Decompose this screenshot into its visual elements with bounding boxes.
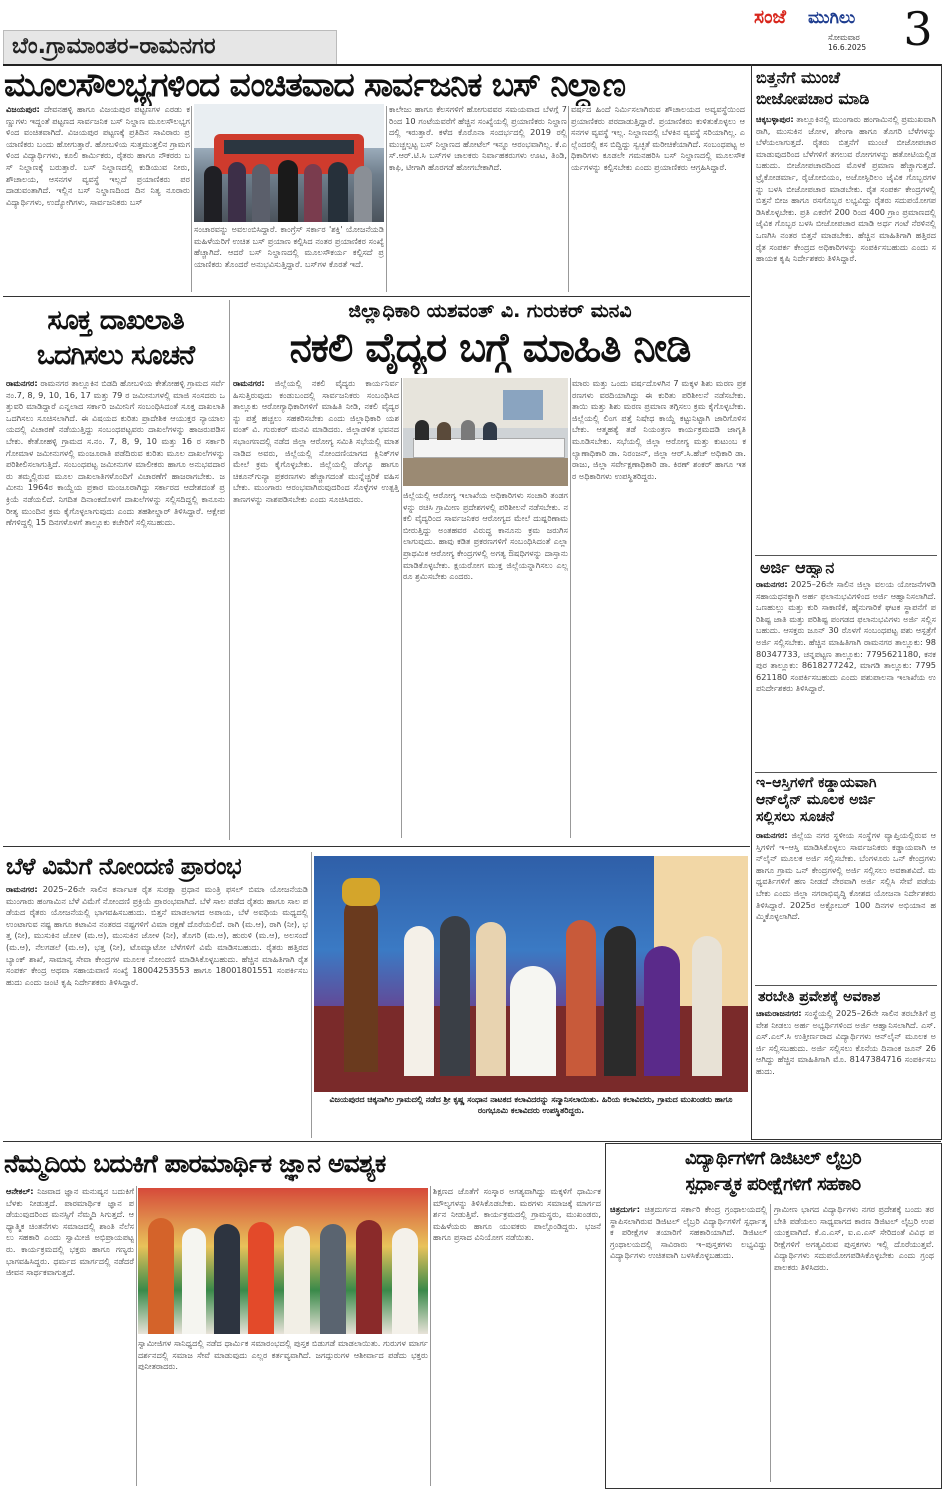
meeting-photo	[403, 378, 568, 486]
bus-stand-col-2	[194, 224, 384, 294]
body-text: 2025–26ನೇ ಸಾಲಿನ ಜಿಲ್ಲಾ ವಲಯ ಯೋಜನೆಗಳಡಿ ಸಹಾಯಧನಕ್ಕಾಗಿ ಅರ್ಹ ಫಲಾನುಭವಿಗಳಿಂದ ಅರ್ಜಿ ಆಹ್ವಾನಿಸಲಾಗಿದೆ. ಒಣಹುಲ್ಲು ಮತ್ತು ಕುರಿ ಸಾಕಾಣಿಕೆ, ಹೈನುಗಾರಿಕೆ ಘಟಕ ಸ್ಥಾಪನೆಗೆ ಪರಿಶಿಷ್ಟ ಜಾತಿ ಮತ್ತು ಪರಿಶಿಷ್ಟ ಪಂಗಡದ ಫಲಾನುಭವಿಗಳು ಅರ್ಜಿ ಸಲ್ಲಿಸಬಹುದು. ಆಸಕ್ತರು ಜೂನ್ 30 ರೊಳಗೆ ಸಂಬಂಧಪಟ್ಟ ಪಶು ಆಸ್ಪತ್ರೆಗೆ ಅರ್ಜಿ ಸಲ್ಲಿಸಬೇಕು. ಹೆಚ್ಚಿನ ಮಾಹಿತಿಗಾಗಿ ರಾಮನಗರ ತಾಲ್ಲೂಕು: 9880347733, ಚನ್ನಪಟ್ಟಣ ತಾಲ್ಲೂಕು: 7795621180, ಕನಕಪುರ ತಾಲ್ಲೂಕು: 8618277242, ಮಾಗಡಿ ತಾಲ್ಲೂಕು: 7795621180 ಸಂಪರ್ಕಿಸಬಹುದು ಎಂದು ಪಶುಪಾಲನಾ ಇಲಾಖೆಯ ಉಪನಿರ್ದೇಶಕರು ತಿಳಿಸಿದ್ದಾರೆ.	[756, 579, 936, 694]
body-text: ಜಿಲ್ಲೆಯಲ್ಲಿ ನಕಲಿ ವೈದ್ಯರು ಕಾರ್ಯನಿರ್ವಹಿಸುತ್ತಿರುವುದು ಕಂಡುಬಂದಲ್ಲಿ ಸಾರ್ವಜನಿಕರು ಸಂಬಂಧಿಸಿದ ತಾಲ್ಲೂಕು ಆರೋಗ್ಯಾಧಿಕಾರಿಗಳಿಗೆ ಮಾಹಿತಿ ನೀಡಿ, ನಕಲಿ ವೈದ್ಯರನ್ನು ಪತ್ತೆ ಹಚ್ಚಲು ಸಹಕರಿಸಬೇಕು ಎಂದು ಜಿಲ್ಲಾಧಿಕಾರಿ ಯಶವಂತ್ ವಿ. ಗುರುಕರ್ ಮನವಿ ಮಾಡಿದರು. ಜಿಲ್ಲಾಡಳಿತ ಭವನದ ಸಭಾಂಗಣದಲ್ಲಿ ನಡೆದ ಜಿಲ್ಲಾ ಆರೋಗ್ಯ ಸಮಿತಿ ಸಭೆಯಲ್ಲಿ ಮಾತನಾಡಿದ ಅವರು, ಜಿಲ್ಲೆಯಲ್ಲಿ ನೋಂದಣಿಯಾಗದ ಕ್ಲಿನಿಕ್‌ಗಳ ಮೇಲೆ ಕ್ರಮ ಕೈಗೊಳ್ಳಬೇಕು. ಜಿಲ್ಲೆಯಲ್ಲಿ ಡೆಂಗ್ಯೂ ಹಾಗೂ ಚಿಕೂನ್‌ಗುನ್ಯಾ ಪ್ರಕರಣಗಳು ಹೆಚ್ಚಾಗದಂತೆ ಮುನ್ನೆಚ್ಚರಿಕೆ ವಹಿಸಬೇಕು. ಮುಂಗಾರು ಆರಂಭವಾಗಿರುವುದರಿಂದ ಸೊಳ್ಳೆಗಳ ಉತ್ಪತ್ತಿ ತಾಣಗಳನ್ನು ನಾಶಪಡಿಸಬೇಕು ಎಂದು ಸೂಚಿಸಿದರು.	[233, 378, 399, 504]
body-text: ಶಿಕ್ಷಣದ ಜೊತೆಗೆ ಸಂಸ್ಕಾರ ಅಗತ್ಯವಾಗಿದ್ದು ಮಕ್ಕಳಿಗೆ ಧಾರ್ಮಿಕ ಮೌಲ್ಯಗಳನ್ನು ತಿಳಿಸಿಕೊಡಬೇಕು. ಮಠಗಳು ಸಮಾಜಕ್ಕೆ ಮಾರ್ಗದರ್ಶನ ನೀಡುತ್ತಿವೆ. ಕಾರ್ಯಕ್ರಮದಲ್ಲಿ ಗ್ರಾಮಸ್ಥರು, ಮುಖಂಡರು, ಮಹಿಳೆಯರು ಹಾಗೂ ಯುವಕರು ಪಾಲ್ಗೊಂಡಿದ್ದರು. ಭಜನೆ ಹಾಗೂ ಪ್ರಸಾದ ವಿನಿಯೋಗ ನಡೆಯಿತು.	[433, 1186, 601, 1243]
e-property-headline-3: ಸಲ್ಲಿಸಲು ಸೂಚನೆ	[756, 809, 835, 825]
body-text: ತಾಲ್ಲೂಕಿನಲ್ಲಿ ಮುಂಗಾರು ಹಂಗಾಮಿನಲ್ಲಿ ಪ್ರಮುಖವಾಗಿ ರಾಗಿ, ಮುಸುಕಿನ ಜೋಳ, ಶೇಂಗಾ ಹಾಗೂ ತೊಗರಿ ಬೆಳೆಗಳನ್ನು ಬೆಳೆಯಲಾಗುತ್ತದೆ. ರೈತರು ಬಿತ್ತನೆಗೆ ಮುಂಚೆ ಬೀಜೋಪಚಾರ ಮಾಡುವುದರಿಂದ ಬೆಳೆಗಳಿಗೆ ತಗಲುವ ರೋಗಗಳನ್ನು ಹತೋಟಿಯಲ್ಲಿಡಬಹುದು. ಬೀಜೋಪಚಾರದಿಂದ ಮೊಳಕೆ ಪ್ರಮಾಣ ಹೆಚ್ಚಾಗುತ್ತದೆ. ಟ್ರೈಕೋಡರ್ಮಾ, ರೈಜೋಬಿಯಂ, ಅಜೋಸ್ಪಿರಿಲಂ ಜೈವಿಕ ಗೊಬ್ಬರಗಳನ್ನು ಬಳಸಿ ಬೀಜೋಪಚಾರ ಮಾಡಬೇಕು. ರೈತ ಸಂಪರ್ಕ ಕೇಂದ್ರಗಳಲ್ಲಿ ಬಿತ್ತನೆ ಬೀಜ ಹಾಗೂ ರಸಗೊಬ್ಬರ ಲಭ್ಯವಿದ್ದು ರೈತರು ಸದುಪಯೋಗಪಡಿಸಿಕೊಳ್ಳಬೇಕು. ಪ್ರತಿ ಎಕರೆಗೆ 200 ರಿಂದ 400 ಗ್ರಾಂ ಪ್ರಮಾಣದಲ್ಲಿ ಜೈವಿಕ ಗೊಬ್ಬರ ಬಳಸಿ ಬೀಜೋಪಚಾರ ಮಾಡಿ ಅರ್ಧ ಗಂಟೆ ನೆರಳಿನಲ್ಲಿ ಒಣಗಿಸಿ ನಂತರ ಬಿತ್ತನೆ ಮಾಡಬೇಕು. ಹೆಚ್ಚಿನ ಮಾಹಿತಿಗಾಗಿ ಹತ್ತಿರದ ರೈತ ಸಂಪರ್ಕ ಕೇಂದ್ರದ ಅಧಿಕಾರಿಗಳನ್ನು ಸಂಪರ್ಕಿಸಬಹುದು ಎಂದು ಸಹಾಯಕ ಕೃಷಿ ನಿರ್ದೇಶಕರು ತಿಳಿಸಿದ್ದಾರೆ.	[756, 114, 936, 264]
body-text: ವರ್ಷದ ಹಿಂದೆ ನಿರ್ಮಿಸಲಾಗಿರುವ ಶೌಚಾಲಯದ ಅವ್ಯವಸ್ಥೆಯಿಂದ ಪ್ರಯಾಣಿಕರು ಪರದಾಡುತ್ತಿದ್ದಾರೆ. ಪ್ರಯಾಣಿಕರು ಕುಳಿತುಕೊಳ್ಳಲು ಆಸನಗಳ ವ್ಯವಸ್ಥೆ ಇಲ್ಲ. ನಿಲ್ದಾಣದಲ್ಲಿ ಬೆಳಕಿನ ವ್ಯವಸ್ಥೆ ಸರಿಯಾಗಿಲ್ಲ. ಎಲ್ಲೆಂದರಲ್ಲಿ ಕಸ ಬಿದ್ದಿದ್ದು ಸ್ವಚ್ಛತೆ ಮರೀಚಿಕೆಯಾಗಿದೆ. ಸಂಬಂಧಪಟ್ಟ ಅಧಿಕಾರಿಗಳು ಕೂಡಲೇ ಗಮನಹರಿಸಿ ಬಸ್ ನಿಲ್ದಾಣದಲ್ಲಿ ಮೂಲಸೌಕರ್ಯಗಳನ್ನು ಕಲ್ಪಿಸಬೇಕು ಎಂದು ಪ್ರಯಾಣಿಕರು ಆಗ್ರಹಿಸಿದ್ದಾರೆ.	[571, 104, 745, 172]
body-text: ಮಾರು ಮತ್ತು ಒಂದು ವರ್ಷದೊಳಗಿನ 7 ಮಕ್ಕಳ ಶಿಶು ಮರಣ ಪ್ರಕರಣಗಳು ವರದಿಯಾಗಿದ್ದು ಈ ಕುರಿತು ಪರಿಶೀಲನೆ ನಡೆಸಬೇಕು. ತಾಯಿ ಮತ್ತು ಶಿಶು ಮರಣ ಪ್ರಮಾಣ ತಗ್ಗಿಸಲು ಕ್ರಮ ಕೈಗೊಳ್ಳಬೇಕು. ಜಿಲ್ಲೆಯಲ್ಲಿ ಲಿಂಗ ಪತ್ತೆ ನಿಷೇಧ ಕಾಯ್ದೆ ಕಟ್ಟುನಿಟ್ಟಾಗಿ ಜಾರಿಗೊಳಿಸಬೇಕು. ಆತ್ಮಹತ್ಯೆ ತಡೆ ನಿಯಂತ್ರಣ ಕಾರ್ಯಕ್ರಮದಡಿ ಜಾಗೃತಿ ಮೂಡಿಸಬೇಕು. ಸಭೆಯಲ್ಲಿ ಜಿಲ್ಲಾ ಆರೋಗ್ಯ ಮತ್ತು ಕುಟುಂಬ ಕಲ್ಯಾಣಾಧಿಕಾರಿ ಡಾ. ನಿರಂಜನ್, ಜಿಲ್ಲಾ ಆರ್.ಸಿ.ಹೆಚ್ ಅಧಿಕಾರಿ ಡಾ. ರಾಜು, ಜಿಲ್ಲಾ ಸರ್ವೇಕ್ಷಣಾಧಿಕಾರಿ ಡಾ. ಕಿರಣ್ ಶಂಕರ್ ಹಾಗೂ ಇತರ ಅಧಿಕಾರಿಗಳು ಉಪಸ್ಥಿತರಿದ್ದರು.	[572, 378, 746, 481]
dateline: ಚಾಮರಾಜನಗರ:	[756, 1008, 802, 1018]
dateline: ರಾಮನಗರ:	[756, 579, 788, 589]
doctors-col-3	[572, 378, 746, 838]
body-text: ಸ್ವಾಮೀಜಿಗಳ ಸಾನಿಧ್ಯದಲ್ಲಿ ನಡೆದ ಧಾರ್ಮಿಕ ಸಮಾರಂಭದಲ್ಲಿ ಪುಸ್ತಕ ಬಿಡುಗಡೆ ಮಾಡಲಾಯಿತು. ಗುರುಗಳ ಮಾರ್ಗದರ್ಶನದಲ್ಲಿ ಸಮಾಜ ಸೇವೆ ಮಾಡುವುದು ಎಲ್ಲರ ಕರ್ತವ್ಯವಾಗಿದೆ. ಜಗದ್ಗುರುಗಳ ಆಶೀರ್ವಾದ ಪಡೆದು ಭಕ್ತರು ಪುನೀತರಾದರು.	[138, 1338, 428, 1372]
body-text: ರಾಮನಗರ ತಾಲ್ಲೂಕಿನ ಬಿಡದಿ ಹೋಬಳಿಯ ಕೇತೋಹಳ್ಳಿ ಗ್ರಾಮದ ಸರ್ವೆ ನಂ.7, 8, 9, 10, 16, 17 ಮತ್ತು 79 ರ ಜಮೀನುಗಳಲ್ಲಿ ಮಾಜಿ ಸಂಸದರು ಒತ್ತುವರಿ ಮಾಡಿದ್ದಾರೆ ಎನ್ನಲಾದ ಸರ್ಕಾರಿ ಜಮೀನಿಗೆ ಸಂಬಂಧಿಸಿದಂತೆ ಸೂಕ್ತ ದಾಖಲಾತಿ ಒದಗಿಸಲು ಸೂಚಿಸಲಾಗಿದೆ. ಈ ವಿಷಯದ ಕುರಿತು ಪ್ರಾದೇಶಿಕ ಆಯುಕ್ತರ ನ್ಯಾಯಾಲಯದಲ್ಲಿ ವಿಚಾರಣೆ ನಡೆಯುತ್ತಿದ್ದು ಸಂಬಂಧಪಟ್ಟವರು ದಾಖಲೆಗಳನ್ನು ಹಾಜರುಪಡಿಸಬೇಕು. ಕೇತೋಹಳ್ಳಿ ಗ್ರಾಮದ ಸ.ನಂ. 7, 8, 9, 10 ಮತ್ತು 16 ರ ಸರ್ಕಾರಿ ಗೋಮಾಳ ಜಮೀನುಗಳಲ್ಲಿ ಮಂಜೂರಾತಿ ಪಡೆದಿರುವ ಕುರಿತು ಮೂಲ ದಾಖಲೆಗಳನ್ನು ಪರಿಶೀಲಿಸಲಾಗುತ್ತಿದೆ. ಸಂಬಂಧಪಟ್ಟ ಜಮೀನುಗಳ ಮಾಲೀಕರು ಹಾಗೂ ಅನುಭವದಾರರು ತಮ್ಮಲ್ಲಿರುವ ಮೂಲ ದಾಖಲಾತಿಗಳೊಂದಿಗೆ ವಿಚಾರಣೆಗೆ ಹಾಜರಾಗಬೇಕು. ಜಮೀನು 1964ರ ಕಾಯ್ದೆಯ ಪ್ರಕಾರ ಮಂಜೂರಾಗಿದ್ದು ಸರ್ಕಾರದ ಆದೇಶದಂತೆ ಪ್ರಕ್ರಿಯೆ ನಡೆಯಲಿದೆ. ನಿಗದಿತ ದಿನಾಂಕದೊಳಗೆ ದಾಖಲೆಗಳನ್ನು ಸಲ್ಲಿಸದಿದ್ದಲ್ಲಿ ಕಾನೂನು ರೀತ್ಯ ಮುಂದಿನ ಕ್ರಮ ಕೈಗೊಳ್ಳಲಾಗುವುದು ಎಂದು ತಹಶೀಲ್ದಾರ್ ತಿಳಿಸಿದ್ದಾರೆ. ಆಕ್ಷೇಪಣೆಗಳಿದ್ದಲ್ಲಿ 15 ದಿನಗಳೊಳಗೆ ತಾಲ್ಲೂಕು ಕಚೇರಿಗೆ ಸಲ್ಲಿಸಬಹುದು.	[6, 378, 225, 528]
bus-stand-col-1	[6, 104, 190, 290]
seed-treatment-headline-1: ಬಿತ್ತನೆಗೆ ಮುಂಚೆ	[756, 68, 840, 87]
dateline: ವಿಜಯಪುರ:	[6, 104, 40, 114]
bus-stand-col-3	[389, 104, 567, 290]
doctors-kicker: ಜಿಲ್ಲಾಧಿಕಾರಿ ಯಶವಂತ್ ವಿ. ಗುರುಕರ್ ಮನವಿ	[348, 300, 632, 322]
drama-artists-felicitation-photo	[314, 856, 748, 1092]
book-release-photo	[138, 1188, 428, 1334]
doctors-col-1	[233, 378, 399, 838]
seed-treatment-body	[756, 114, 936, 550]
body-text: ಚಿತ್ರದುರ್ಗದ ಸರ್ಕಾರಿ ಕೇಂದ್ರ ಗ್ರಂಥಾಲಯದಲ್ಲಿ ಸ್ಥಾಪಿಸಲಾಗಿರುವ ಡಿಜಿಟಲ್ ಲೈಬ್ರರಿ ವಿದ್ಯಾರ್ಥಿಗಳಿಗೆ ಸ್ಪರ್ಧಾತ್ಮಕ ಪರೀಕ್ಷೆಗಳ ತಯಾರಿಗೆ ಸಹಕಾರಿಯಾಗಿದೆ. ಡಿಜಿಟಲ್ ಗ್ರಂಥಾಲಯದಲ್ಲಿ ಸಾವಿರಾರು ಇ–ಪುಸ್ತಕಗಳು ಲಭ್ಯವಿದ್ದು ವಿದ್ಯಾರ್ಥಿಗಳು ಉಚಿತವಾಗಿ ಬಳಸಿಕೊಳ್ಳಬಹುದು.	[610, 1204, 767, 1261]
weekday: ಸೋಮವಾರ	[828, 33, 860, 42]
dateline: ಚಿತ್ರದುರ್ಗ:	[610, 1204, 641, 1214]
body-text: ಸಂಸ್ಥೆಯಲ್ಲಿ 2025–26ನೇ ಸಾಲಿನ ತರಬೇತಿಗೆ ಪ್ರವೇಶ ನೀಡಲು ಅರ್ಹ ಅಭ್ಯರ್ಥಿಗಳಿಂದ ಅರ್ಜಿ ಆಹ್ವಾನಿಸಲಾಗಿದೆ. ಎಸ್.ಎಸ್.ಎಲ್.ಸಿ ಉತ್ತೀರ್ಣರಾದ ವಿದ್ಯಾರ್ಥಿಗಳು ಆನ್‌ಲೈನ್ ಮೂಲಕ ಅರ್ಜಿ ಸಲ್ಲಿಸಬಹುದು. ಅರ್ಜಿ ಸಲ್ಲಿಸಲು ಕೊನೆಯ ದಿನಾಂಕ ಜೂನ್ 26 ಆಗಿದ್ದು ಹೆಚ್ಚಿನ ಮಾಹಿತಿಗಾಗಿ ಮೊ. 8147384716 ಸಂಪರ್ಕಿಸಬಹುದು.	[756, 1008, 936, 1076]
spiritual-col-2	[138, 1338, 428, 1486]
dateline: ರಾಮನಗರ:	[6, 884, 38, 894]
training-headline: ತರಬೇತಿ ಪ್ರವೇಶಕ್ಕೆ ಅವಕಾಶ	[758, 989, 881, 1005]
doctors-headline: ನಕಲಿ ವೈದ್ಯರ ಬಗ್ಗೆ ಮಾಹಿತಿ ನೀಡಿ	[289, 325, 691, 371]
library-col-2	[774, 1204, 934, 1482]
documents-headline-2: ಒದಗಿಸಲು ಸೂಚನೆ	[36, 340, 195, 371]
section-tab	[3, 30, 337, 65]
body-text: ಕಾಲೇಜು ಹಾಗೂ ಕೆಲಸಗಳಿಗೆ ಹೋಗುವವರ ಸಮಯವಾದ ಬೆಳಗ್ಗೆ 7 ರಿಂದ 10 ಗಂಟೆಯವರೆಗೆ ಹೆಚ್ಚಿನ ಸಂಖ್ಯೆಯಲ್ಲಿ ಪ್ರಯಾಣಿಕರು ನಿಲ್ದಾಣದಲ್ಲಿ ಇರುತ್ತಾರೆ. ಕಳೆದ ಕೊರೊನಾ ಸಂದರ್ಭದಲ್ಲಿ 2019 ರಲ್ಲಿ ಮುಚ್ಚಲ್ಪಟ್ಟ ಬಸ್ ನಿಲ್ದಾಣದ ಹೋಟೆಲ್ ಇನ್ನೂ ಆರಂಭವಾಗಿಲ್ಲ. ಕೆ.ಎಸ್.ಆರ್.ಟಿ.ಸಿ ಬಸ್‌ಗಳ ಚಾಲಕರು ನಿರ್ವಾಹಕರುಗಳು ಊಟ, ತಿಂಡಿ, ಕಾಫಿ, ಟೀಗಾಗಿ ಹೊರಗಡೆ ಹೋಗಬೇಕಾಗಿದೆ.	[389, 104, 567, 172]
body-text: ನಿಜವಾದ ಜ್ಞಾನ ಮನುಷ್ಯನ ಬದುಕಿಗೆ ಬೆಳಕು ನೀಡುತ್ತದೆ. ಪಾರಮಾರ್ಥಿಕ ಜ್ಞಾನ ಪಡೆಯುವುದರಿಂದ ಮನಸ್ಸಿಗೆ ನೆಮ್ಮದಿ ಸಿಗುತ್ತದೆ. ಆಧ್ಯಾತ್ಮಿಕ ಚಿಂತನೆಗಳು ಸಮಾಜದಲ್ಲಿ ಶಾಂತಿ ನೆಲೆಸಲು ಸಹಕಾರಿ ಎಂದು ಸ್ವಾಮೀಜಿ ಅಭಿಪ್ರಾಯಪಟ್ಟರು. ಕಾರ್ಯಕ್ರಮದಲ್ಲಿ ಭಕ್ತರು ಹಾಗೂ ಗಣ್ಯರು ಭಾಗವಹಿಸಿದ್ದರು. ಧರ್ಮದ ಮಾರ್ಗದಲ್ಲಿ ನಡೆದರೆ ಜೀವನ ಸಾರ್ಥಕವಾಗುತ್ತದೆ.	[6, 1186, 134, 1278]
training-body	[756, 1008, 936, 1134]
spiritual-headline: ನೆಮ್ಮದಿಯ ಬದುಕಿಗೆ ಪಾರಮಾರ್ಥಿಕ ಜ್ಞಾನ ಅವಶ್ಯಕ	[4, 1149, 386, 1178]
doctors-col-2	[403, 490, 568, 838]
e-property-headline-1: ಇ–ಆಸ್ತಿಗಳಿಗೆ ಕಡ್ಡಾಯವಾಗಿ	[756, 775, 877, 791]
bus-stand-photo	[194, 104, 384, 222]
crop-insurance-headline: ಬೆಳೆ ವಿಮೆಗೆ ನೋಂದಣಿ ಪ್ರಾರಂಭ	[6, 854, 241, 880]
documents-body	[6, 378, 225, 838]
spiritual-col-3	[433, 1186, 601, 1486]
bus-stand-col-4	[571, 104, 745, 290]
dateline: ಆನೇಕಲ್:	[6, 1186, 34, 1196]
documents-headline-1: ಸೂಕ್ತ ದಾಖಲಾತಿ	[47, 305, 184, 336]
section-title: ಬೆಂ.ಗ್ರಾಮಾಂತರ–ರಾಮನಗರ	[12, 34, 216, 59]
issue-date: 16.6.2025	[828, 43, 867, 50]
main-photo-caption: ವಿಜಯಪುರದ ಚಿಕ್ಕನಾಗಿಲ ಗ್ರಾಮದಲ್ಲಿ ನಡೆದ ಶ್ರೀ ಕೃಷ್ಣ ಸಂಧಾನ ನಾಟಕದ ಕಲಾವಿದರನ್ನು ಸನ್ಮಾನಿಸಲಾಯಿತು. ಹಿರಿಯ ಕಲಾವಿದರು, ಗ್ರಾಮದ ಮುಖಂಡರು ಹಾಗೂ ರಂಗಭೂಮಿ ಕಲಾವಿದರು ಉಪಸ್ಥಿತರಿದ್ದರು.	[329, 1095, 733, 1115]
application-body	[756, 579, 936, 769]
dateline: ರಾಮನಗರ:	[233, 378, 265, 388]
seed-treatment-headline-2: ಬೀಜೋಪಚಾರ ಮಾಡಿ	[756, 89, 870, 108]
body-text: ದೇವನಹಳ್ಳಿ ಹಾಗೂ ವಿಜಯಪುರ ಪಟ್ಟಣಗಳ ಎರಡು ಕಣ್ಣುಗಳು ಇದ್ದಂತೆ ಪಟ್ಟಣದ ಸಾರ್ವಜನಿಕ ಬಸ್ ನಿಲ್ದಾಣ ಮೂಲಸೌಲಭ್ಯಗಳಿಂದ ವಂಚಿತವಾಗಿದೆ. ವಿಜಯಪುರ ಪಟ್ಟಣಕ್ಕೆ ಪ್ರತಿದಿನ ಸಾವಿರಾರು ಪ್ರಯಾಣಿಕರು ಬಂದು ಹೋಗುತ್ತಾರೆ. ಹೋಬಳಿಯ ಸುತ್ತಮುತ್ತಲಿನ ಗ್ರಾಮಗಳಿಂದ ವಿದ್ಯಾರ್ಥಿಗಳು, ಕೂಲಿ ಕಾರ್ಮಿಕರು, ರೈತರು ಹಾಗೂ ನೌಕರರು ಬಸ್ ನಿಲ್ದಾಣಕ್ಕೆ ಬರುತ್ತಾರೆ. ಬಸ್ ನಿಲ್ದಾಣದಲ್ಲಿ ಕುಡಿಯುವ ನೀರು, ಶೌಚಾಲಯ, ಆಸನಗಳ ವ್ಯವಸ್ಥೆ ಇಲ್ಲದೆ ಪ್ರಯಾಣಿಕರು ಪರದಾಡುವಂತಾಗಿದೆ. ಇಲ್ಲಿನ ಬಸ್ ನಿಲ್ದಾಣದಿಂದ ದಿನ ನಿತ್ಯ ನೂರಾರು ವಿದ್ಯಾರ್ಥಿಗಳು, ಉದ್ಯೋಗಿಗಳು, ಸಾರ್ವಜನಿಕರು ಬಸ್	[6, 104, 190, 207]
library-col-1	[610, 1204, 767, 1482]
body-text: ಜಿಲ್ಲೆಯ ನಗರ ಸ್ಥಳೀಯ ಸಂಸ್ಥೆಗಳ ವ್ಯಾಪ್ತಿಯಲ್ಲಿರುವ ಆಸ್ತಿಗಳಿಗೆ ಇ–ಆಸ್ತಿ ಮಾಡಿಸಿಕೊಳ್ಳಲು ಸಾರ್ವಜನಿಕರು ಕಡ್ಡಾಯವಾಗಿ ಆನ್‌ಲೈನ್ ಮೂಲಕ ಅರ್ಜಿ ಸಲ್ಲಿಸಬೇಕು. ಬೆಂಗಳೂರು ಒನ್ ಕೇಂದ್ರಗಳು ಹಾಗೂ ಗ್ರಾಮ ಒನ್ ಕೇಂದ್ರಗಳಲ್ಲಿ ಅರ್ಜಿ ಸಲ್ಲಿಸಲು ಅವಕಾಶವಿದೆ. ಮಧ್ಯವರ್ತಿಗಳಿಗೆ ಹಣ ನೀಡದೆ ನೇರವಾಗಿ ಅರ್ಜಿ ಸಲ್ಲಿಸಿ ಸೇವೆ ಪಡೆಯಬೇಕು ಎಂದು ಜಿಲ್ಲಾ ನಗರಾಭಿವೃದ್ಧಿ ಕೋಶದ ಯೋಜನಾ ನಿರ್ದೇಶಕರು ತಿಳಿಸಿದ್ದಾರೆ. 2025ರ ಅಕ್ಟೋಬರ್ 100 ದಿನಗಳ ಅಭಿಯಾನ ಹಮ್ಮಿಕೊಳ್ಳಲಾಗಿದೆ.	[756, 830, 936, 922]
e-property-body	[756, 830, 936, 982]
crop-insurance-body	[6, 884, 308, 1134]
body-text: ಜಿಲ್ಲೆಯಲ್ಲಿ ಆರೋಗ್ಯ ಇಲಾಖೆಯ ಅಧಿಕಾರಿಗಳು ಸಂಚಾರಿ ತಂಡಗಳನ್ನು ರಚಿಸಿ ಗ್ರಾಮೀಣ ಪ್ರದೇಶಗಳಲ್ಲಿ ಪರಿಶೀಲನೆ ನಡೆಸಬೇಕು. ನಕಲಿ ವೈದ್ಯರಿಂದ ಸಾರ್ವಜನಿಕರ ಆರೋಗ್ಯದ ಮೇಲೆ ದುಷ್ಪರಿಣಾಮ ಬೀರುತ್ತಿದ್ದು ಅಂತಹವರ ವಿರುದ್ಧ ಕಾನೂನು ಕ್ರಮ ಜರುಗಿಸಲಾಗುವುದು. ಹಾವು ಕಡಿತ ಪ್ರಕರಣಗಳಿಗೆ ಸಂಬಂಧಿಸಿದಂತೆ ಎಲ್ಲಾ ಪ್ರಾಥಮಿಕ ಆರೋಗ್ಯ ಕೇಂದ್ರಗಳಲ್ಲಿ ಅಗತ್ಯ ಔಷಧಿಗಳನ್ನು ದಾಸ್ತಾನು ಮಾಡಿಕೊಳ್ಳಬೇಕು. ಕ್ಷಯರೋಗ ಮುಕ್ತ ಜಿಲ್ಲೆಯನ್ನಾಗಿಸಲು ಎಲ್ಲರೂ ಶ್ರಮಿಸಬೇಕು ಎಂದರು.	[403, 490, 568, 582]
application-headline: ಅರ್ಜಿ ಆಹ್ವಾನ	[760, 558, 835, 577]
body-text: ಗ್ರಾಮೀಣ ಭಾಗದ ವಿದ್ಯಾರ್ಥಿಗಳು ನಗರ ಪ್ರದೇಶಕ್ಕೆ ಬಂದು ತರಬೇತಿ ಪಡೆಯಲು ಸಾಧ್ಯವಾಗದ ಕಾರಣ ಡಿಜಿಟಲ್ ಲೈಬ್ರರಿ ಉಪಯುಕ್ತವಾಗಿದೆ. ಕೆ.ಎ.ಎಸ್, ಐ.ಎ.ಎಸ್ ಸೇರಿದಂತೆ ವಿವಿಧ ಪರೀಕ್ಷೆಗಳಿಗೆ ಅಗತ್ಯವಿರುವ ಪುಸ್ತಕಗಳು ಇಲ್ಲಿ ದೊರೆಯುತ್ತವೆ. ವಿದ್ಯಾರ್ಥಿಗಳು ಸದುಪಯೋಗಪಡಿಸಿಕೊಳ್ಳಬೇಕು ಎಂದು ಗ್ರಂಥಪಾಲಕರು ತಿಳಿಸಿದರು.	[774, 1204, 934, 1272]
library-headline-2: ಸ್ಪರ್ಧಾತ್ಮಕ ಪರೀಕ್ಷೆಗಳಿಗೆ ಸಹಕಾರಿ	[685, 1174, 861, 1195]
paper-name-part-2: ಮುಗಿಲು	[808, 8, 856, 28]
bus-stand-headline: ಮೂಲಸೌಲಭ್ಯಗಳಿಂದ ವಂಚಿತವಾದ ಸಾರ್ವಜನಿಕ ಬಸ್ ನಿಲ್ದಾಣ	[4, 65, 625, 104]
body-text: 2025–26ನೇ ಸಾಲಿನ ಕರ್ನಾಟಕ ರೈತ ಸುರಕ್ಷಾ ಪ್ರಧಾನ ಮಂತ್ರಿ ಫಸಲ್ ಬಿಮಾ ಯೋಜನೆಯಡಿ ಮುಂಗಾರು ಹಂಗಾಮಿನ ಬೆಳೆ ವಿಮೆಗೆ ನೋಂದಣಿ ಪ್ರಕ್ರಿಯೆ ಪ್ರಾರಂಭವಾಗಿದೆ. ಬೆಳೆ ಸಾಲ ಪಡೆದ ರೈತರು ಹಾಗೂ ಸಾಲ ಪಡೆಯದ ರೈತರು ಯೋಜನೆಯಲ್ಲಿ ಭಾಗವಹಿಸಬಹುದು. ಬಿತ್ತನೆ ಮಾಡಲಾಗದ ಅಪಾಯ, ಬೆಳೆ ಅವಧಿಯ ಮಧ್ಯದಲ್ಲಿ ಉಂಟಾಗುವ ನಷ್ಟ ಹಾಗೂ ಕಟಾವಿನ ನಂತರದ ನಷ್ಟಗಳಿಗೆ ವಿಮಾ ರಕ್ಷಣೆ ದೊರೆಯಲಿದೆ. ರಾಗಿ (ಮ.ಆ), ರಾಗಿ (ನೀ), ಭತ್ತ (ನೀ), ಮುಸುಕಿನ ಜೋಳ (ಮ.ಆ), ಮುಸುಕಿನ ಜೋಳ (ನೀ), ತೊಗರಿ (ಮ.ಆ), ಹುರುಳಿ (ಮ.ಆ), ಅಲಸಂದೆ (ಮ.ಆ), ನೆಲಗಡಲೆ (ಮ.ಆ), ಭತ್ತ (ನೀ), ಟೊಮ್ಯಾಟೋ ಬೆಳೆಗಳಿಗೆ ವಿಮೆ ಮಾಡಿಸಬಹುದು. ರೈತರು ಹತ್ತಿರದ ಬ್ಯಾಂಕ್ ಶಾಖೆ, ಸಾಮಾನ್ಯ ಸೇವಾ ಕೇಂದ್ರಗಳ ಮೂಲಕ ನೋಂದಣಿ ಮಾಡಿಸಿಕೊಳ್ಳಬಹುದು. ಹೆಚ್ಚಿನ ಮಾಹಿತಿಗಾಗಿ ರೈತ ಸಂಪರ್ಕ ಕೇಂದ್ರ ಅಥವಾ ಸಹಾಯವಾಣಿ ಸಂಖ್ಯೆ 18004253553 ಹಾಗೂ 18001801551 ಸಂಪರ್ಕಿಸಬಹುದು ಎಂದು ಜಂಟಿ ಕೃಷಿ ನಿರ್ದೇಶಕರು ತಿಳಿಸಿದ್ದಾರೆ.	[6, 884, 308, 987]
body-text: ಸಂಚಾರವನ್ನು ಅವಲಂಬಿಸಿದ್ದಾರೆ. ಕಾಂಗ್ರೆಸ್ ಸರ್ಕಾರ 'ಶಕ್ತಿ' ಯೋಜನೆಯಡಿ ಮಹಿಳೆಯರಿಗೆ ಉಚಿತ ಬಸ್ ಪ್ರಯಾಣ ಕಲ್ಪಿಸಿದ ನಂತರ ಪ್ರಯಾಣಿಕರ ಸಂಖ್ಯೆ ಹೆಚ್ಚಾಗಿದೆ. ಆದರೆ ಬಸ್ ನಿಲ್ದಾಣದಲ್ಲಿ ಮೂಲಸೌಕರ್ಯ ಕಲ್ಪಿಸದೆ ಪ್ರಯಾಣಿಕರು ತೊಂದರೆ ಅನುಭವಿಸುತ್ತಿದ್ದಾರೆ. ಬಸ್‌ಗಳ ಕೊರತೆ ಇದೆ.	[194, 224, 384, 269]
e-property-headline-2: ಆನ್‌ಲೈನ್ ಮೂಲಕ ಅರ್ಜಿ	[756, 792, 876, 808]
spiritual-col-1	[6, 1186, 134, 1486]
dateline: ಚಿಕ್ಕಬಳ್ಳಾಪುರ:	[756, 114, 794, 124]
library-headline-1: ವಿದ್ಯಾರ್ಥಿಗಳಿಗೆ ಡಿಜಿಟಲ್ ಲೈಬ್ರರಿ	[685, 1148, 861, 1169]
page-number: 3	[903, 2, 933, 56]
dateline: ರಾಮನಗರ:	[756, 830, 788, 840]
paper-name-part-1: ಸಂಜೆ	[754, 6, 787, 28]
masthead-logo	[754, 2, 894, 50]
dateline: ರಾಮನಗರ:	[6, 378, 38, 388]
